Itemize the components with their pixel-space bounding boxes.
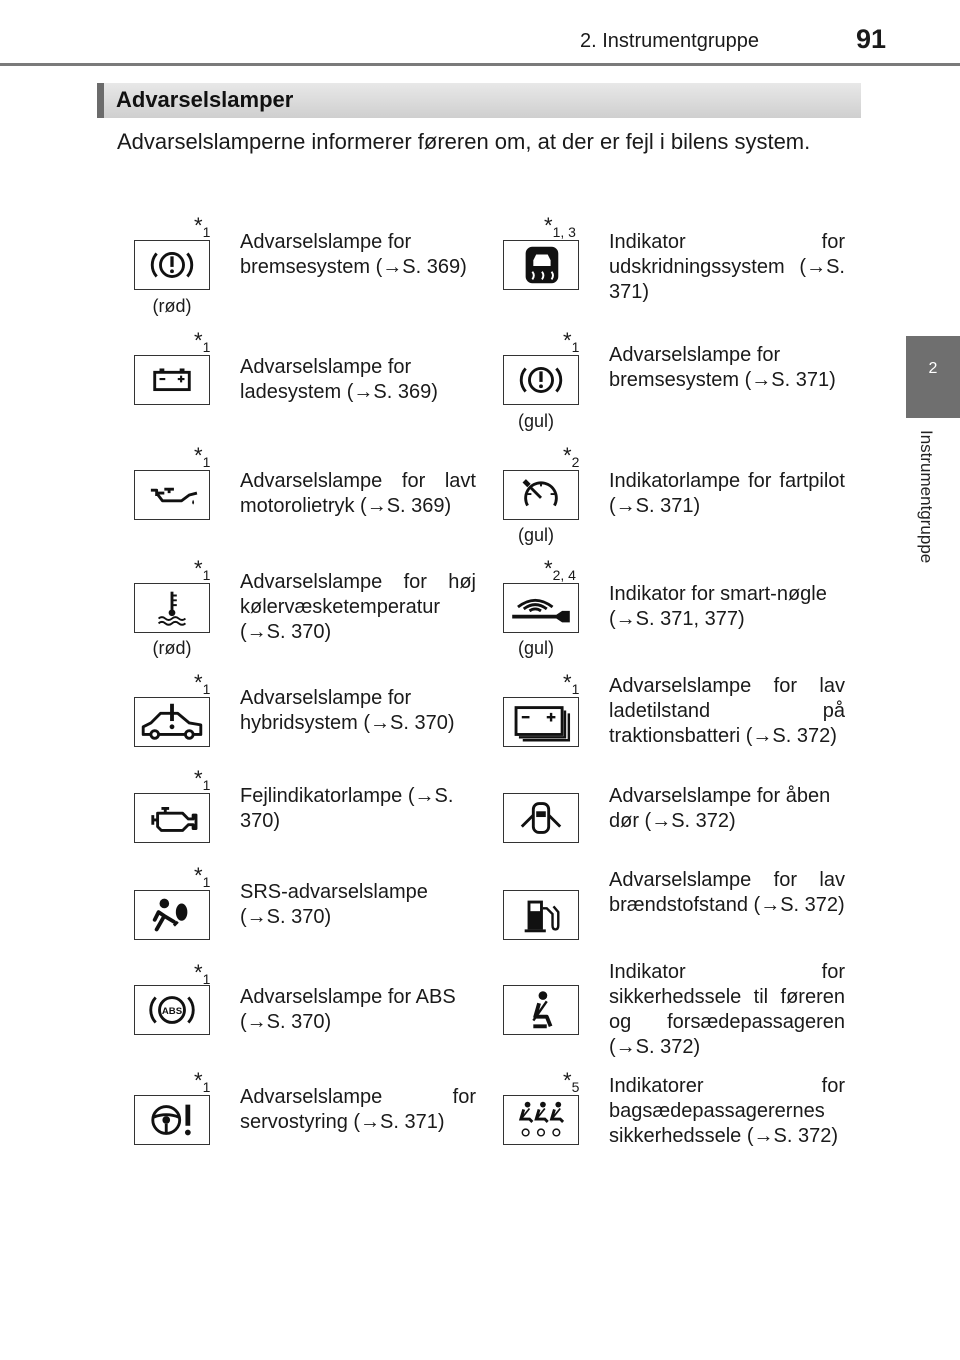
footnote-mark: $*_{2, 4}$ bbox=[544, 556, 576, 583]
footnote-mark: $*_1$ bbox=[563, 670, 580, 697]
airbag-icon bbox=[134, 890, 210, 940]
lamp-color-label: (gul) bbox=[517, 525, 554, 545]
lamp-description: Advarselslampe for åben dør (→S. 372) bbox=[609, 785, 831, 832]
lamp-color-label: (gul) bbox=[517, 411, 554, 431]
lamp-description: Fejlindikatorlampe (→S. 370) bbox=[240, 785, 454, 832]
power-steering-warning-icon bbox=[134, 1095, 210, 1145]
chapter-title: 2. Instrumentgruppe bbox=[580, 30, 759, 52]
intro-paragraph: Advarselslamperne informerer føreren om, at der er fejl i bilens system. bbox=[117, 129, 811, 154]
lamp-description: Advarselslampe for lav ladetilstand på traktionsbatteri (→S. 372) bbox=[609, 675, 845, 747]
footnote-mark: $*_1$ bbox=[194, 213, 211, 240]
smart-key-icon bbox=[503, 583, 579, 633]
footnote-mark: $*_1$ bbox=[194, 328, 211, 355]
lamp-description: Indikator for smart-nøgle (→S. 371, 377) bbox=[609, 583, 827, 630]
page-number: 91 bbox=[856, 24, 887, 54]
lamp-description: Advarselslampe for høj kølervæsketemperatur (→S. 370) bbox=[240, 571, 476, 643]
battery-icon bbox=[134, 355, 210, 405]
lamp-description: Advarselslampe for ladesystem (→S. 369) bbox=[240, 356, 438, 403]
lamp-description: Indikator for sikkerhedssele til føreren og forsædepassageren (→S. 372) bbox=[609, 961, 845, 1058]
lamp-description: SRS-advarselslampe (→S. 370) bbox=[240, 881, 428, 928]
lamp-color-label: (rød) bbox=[152, 296, 192, 316]
lamp-description: Indikator for udskridningssystem (→S. 371) bbox=[609, 231, 845, 303]
footnote-mark: $*_1$ bbox=[194, 960, 211, 987]
traction-battery-icon bbox=[503, 697, 579, 747]
lamp-color-label: (rød) bbox=[152, 638, 192, 658]
hybrid-system-warning-icon bbox=[134, 697, 210, 747]
cruise-control-icon bbox=[503, 470, 579, 520]
footnote-mark: $*_1$ bbox=[194, 766, 211, 793]
footnote-mark: $*_{1, 3}$ bbox=[544, 213, 576, 240]
rear-seatbelts-icon bbox=[503, 1095, 579, 1145]
brake-warning-icon bbox=[503, 355, 579, 405]
lamp-description: Advarselslampe for servostyring (→S. 371) bbox=[240, 1086, 476, 1133]
footnote-mark: $*_1$ bbox=[563, 328, 580, 355]
coolant-temperature-icon bbox=[134, 583, 210, 633]
lamp-description: Advarselslampe for lav brændstofstand (→S. 372) bbox=[609, 869, 845, 916]
footnote-mark: $*_1$ bbox=[194, 670, 211, 697]
footnote-mark: $*_1$ bbox=[194, 1068, 211, 1095]
lamp-description: Advarselslampe for ABS (→S. 370) bbox=[240, 986, 456, 1033]
footnote-mark: $*_2$ bbox=[563, 443, 580, 470]
brake-warning-icon bbox=[134, 240, 210, 290]
header-rule bbox=[0, 63, 960, 66]
lamp-description: Indikatorlampe for fartpilot (→S. 371) bbox=[609, 470, 845, 517]
lamp-description: Advarselslampe for bremsesystem (→S. 371) bbox=[609, 344, 836, 391]
footnote-mark: $*_1$ bbox=[194, 863, 211, 890]
check-engine-icon bbox=[134, 793, 210, 843]
fuel-pump-icon bbox=[503, 890, 579, 940]
footnote-mark: $*_1$ bbox=[194, 443, 211, 470]
chapter-tab-label: Instrumentgruppe bbox=[917, 430, 936, 564]
abs-label: ABS bbox=[161, 1005, 183, 1017]
section-heading bbox=[97, 83, 861, 118]
oil-can-icon bbox=[134, 470, 210, 520]
section-title: Advarselslamper bbox=[116, 87, 294, 112]
lamp-color-label: (gul) bbox=[517, 638, 554, 658]
lamp-description: Advarselslampe for lavt motorolietryk (→S. 369) bbox=[240, 470, 476, 517]
skid-indicator-icon bbox=[503, 240, 579, 290]
lamp-description: Indikatorer for bagsædepassagerernes sikkerhedssele (→S. 372) bbox=[609, 1075, 845, 1147]
seatbelt-icon bbox=[503, 985, 579, 1035]
chapter-tab-number: 2 bbox=[928, 360, 938, 377]
footnote-mark: $*_1$ bbox=[194, 556, 211, 583]
footnote-mark: $*_5$ bbox=[563, 1068, 580, 1095]
lamp-description: Advarselslampe for bremsesystem (→S. 369) bbox=[240, 231, 467, 278]
open-door-icon bbox=[503, 793, 579, 843]
abs-icon bbox=[134, 985, 210, 1035]
lamp-description: Advarselslampe for hybridsystem (→S. 370) bbox=[240, 687, 455, 734]
